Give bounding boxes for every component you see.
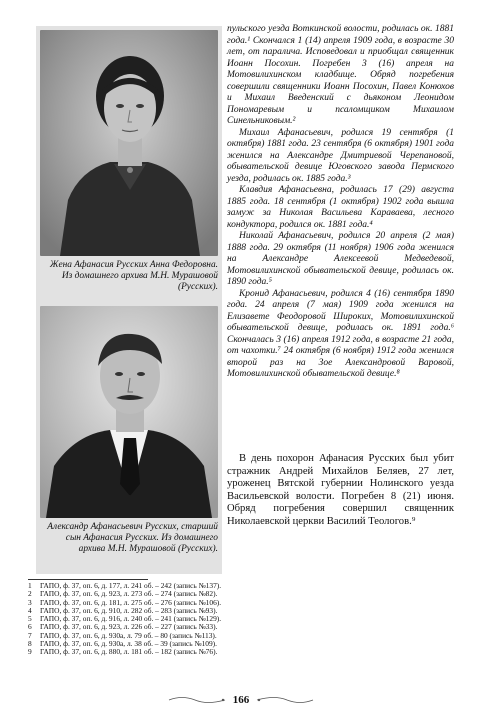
text-paragraph: Кронид Афанасьевич, родился 4 (16) сентября 1890 года. 24 апреля (7 мая) 1909 года женился на Елизавете Феодоровой Широких, Мотовилихинской обывательской девице, родилась ок. 1891 года.⁶ Скончалась 3 (16) апреля 1912 года, в возрасте 21 года, от чахотки.⁷ 24 октября (6 ноября) 1912 года женился второй раз на Зое Александровой Варовой, Мотовилихинской обывательской девице.⁸ [227, 288, 454, 379]
footnote: 5 ГАПО, ф. 37, оп. 6, д. 916, л. 240 об. – 241 (запись №129). [28, 614, 222, 624]
ornament-right-icon [255, 695, 315, 705]
photo-frame-alexander [36, 302, 222, 574]
ornament-left-icon [167, 695, 227, 705]
photo-frame-anna [36, 26, 222, 302]
text-paragraph: Клавдия Афанасьевна, родилась 17 (29) августа 1885 года. 18 сентября (1 октября) 1902 года вышла замуж за Николая Васильева Караваева, лесного кондуктора, родился ок. 1881 года.⁴ [227, 185, 454, 230]
photo-anna-fedorovna [40, 30, 218, 256]
footnote: 1 ГАПО, ф. 37, оп. 6, д. 177, л. 241 об. – 242 (запись №137). [28, 581, 222, 590]
text-paragraph: пульского уезда Воткинской волости, родилась ок. 1881 года.¹ Скончался 1 (14) апреля 1909 года, в возрасте 30 лет, от паралича. Исповедовал и приобщал священник Иоанн Посохин. Погребен 3 (16) апреля на Мотовилихинском кладбище. Обряд погребения совершили священники Иоанн Посохин, Павел Конюхов и Михаил Введенский с дьяконом Леонидом Пономаревым и псаломщиком Михаилом Синельниковым.² [227, 24, 454, 126]
text-paragraph: Михаил Афанасьевич, родился 19 сентября (1 октября) 1881 года. 23 сентября (6 октября) 1901 года женился на Александре Дмитриевой Черепановой, обывательской девице Юговского завода Пермского уезда, родилась ок. 1885 года.³ [227, 127, 454, 184]
footnotes [28, 582, 328, 657]
photo-alexander-afanasievich [40, 306, 218, 518]
footnote: 9 ГАПО, ф. 37, оп. 6, д. 880, л. 181 об. – 182 (запись №76). [28, 647, 218, 657]
page-number: 166 [232, 694, 250, 706]
footnote: 7 ГАПО, ф. 37, оп. 6, д. 930а, л. 79 об. – 80 (запись №113). [28, 630, 217, 640]
main-text-column [227, 24, 454, 381]
footnote: 3 ГАПО, ф. 37, оп. 6, д. 181, л. 275 об. – 276 (запись №106). [28, 597, 222, 607]
footnote: 8 ГАПО, ф. 37, оп. 6, д. 930а, л. 38 об. – 39 (запись №109). [28, 639, 217, 649]
photo-caption-alexander: Александр Афанасьевич Русских, старший сын Афанасия Русских. Из домашнего архива М.Н. Мурашовой (Русских). [47, 522, 218, 555]
text-paragraph: Николай Афанасьевич, родился 20 апреля (2 мая) 1888 года. 29 октября (11 ноября) 1906 года женился на Александре Алексеевой Медведевой, Мотовилихинской обывательской девице, родилась ок. 1890 года.⁵ [227, 231, 454, 287]
closing-paragraph: В день похорон Афанасия Русских был убит стражник Андрей Михайлов Беляев, 27 лет, уроженец Вятской губернии Нолинского уезда Васильевской волости. Погребен 8 (21) июня. Обряд погребения совершил священник Николаевской церкви Василий Теологов.⁹ [227, 453, 454, 527]
photo-caption-anna: Жена Афанасия Русских Анна Федоровна. Из домашнего архива М.Н. Мурашовой (Русских). [49, 260, 218, 293]
footnote-divider [28, 579, 148, 580]
page-footer [0, 690, 482, 710]
closing-text-block [227, 453, 454, 529]
footnote: 2 ГАПО, ф. 37, оп. 6, д. 923, л. 273 об. – 274 (запись №82). [28, 589, 218, 599]
footnote: 4 ГАПО, ф. 37, оп. 6, д. 910, л. 282 об. – 283 (запись №93). [28, 605, 218, 615]
footnote: 6 ГАПО, ф. 37, оп. 6, д. 923, л. 226 об. – 227 (запись №33). [28, 622, 218, 632]
